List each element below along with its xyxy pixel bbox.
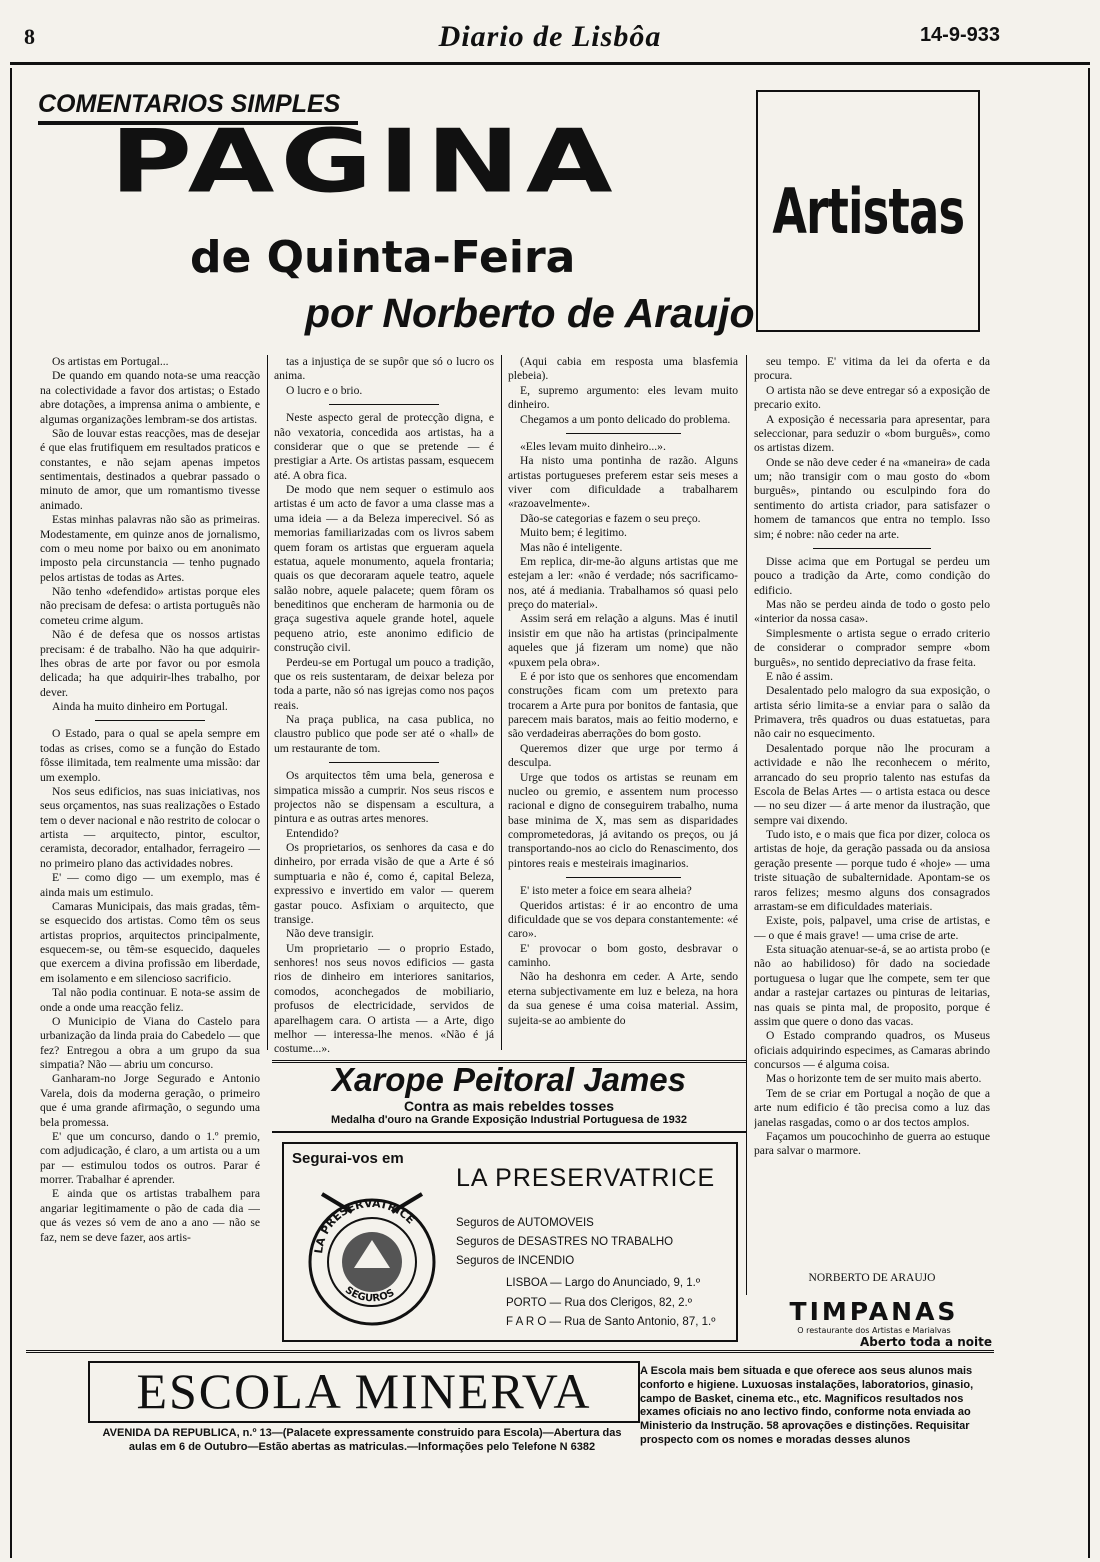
article-paragraph: Tal não podia continuar. E nota-se assim de onde a onde uma reacção feliz. [40, 986, 260, 1014]
article-paragraph: Simplesmente o artista segue o errado criterio de considerar o comprador sempre «bom burguês», no sentido depreciativo da frase feita. [754, 626, 990, 669]
article-byline: por Norberto de Araujo [305, 290, 755, 336]
article-paragraph: E' isto meter a foice em seara alheia? [520, 884, 692, 898]
article-paragraph: E' que um concurso, dando o 1.º premio, com adjudicação, é claro, a um artista ou a um par — estimulou todos os outros. Parar é morrer. Trabalhar é aprender. [40, 1129, 260, 1186]
page-number: 8 [24, 24, 35, 49]
article-paragraph: São de louvar estas reacções, mas de desejar é que elas frutifiquem em resultados praticos e constantes, e não sejam apenas impetos sentimentais, destinados a quebrar passado o minuto de amor, que um romantismo tivesse animado. [40, 426, 260, 512]
article-paragraph: Queremos dizer que urge por termo á desculpa. [508, 741, 738, 770]
column-separator [95, 720, 205, 721]
article-paragraph: Os proprietarios, os senhores da casa e do dinheiro, por errada visão de que a Arte é só sumptuaria e não é, como é, capital Beleza, expressivo e invertido em valor — querem gastar pouco. Asfixiam o arquitecto, que transige. [274, 841, 494, 926]
article-paragraph: Não ha deshonra em ceder. A Arte, sendo eterna subjectivamente em luz e beleza, na hora da sua genese é uma coisa material. Assim, sujeita-se ao ambiente do [508, 970, 738, 1027]
article-paragraph: Chegamos a um ponto delicado do problema. [520, 412, 731, 426]
article-paragraph: Façamos um poucochinho de guerra ao estuque para salvar o marmore. [754, 1129, 990, 1158]
article-paragraph: (Aqui cabia em resposta uma blasfemia plebeia). [508, 355, 738, 383]
article-paragraph: O Municipio de Viana do Castelo para urbanização da linda praia do Cabedelo — que fez? Entregou a obra a um grupo da sua simpatia? Não — abriu um concurso. [40, 1014, 260, 1071]
article-paragraph: Tudo isto, e o mais que fica por dizer, coloca os artistas de hoje, da geração passada ou da ansiosa geração presente — porque tudo é «hoje» — uma triste situação de subalternidade. Apontam-se os raros felizes; mesmo alguns dos consagrados arrastam-se em dificuldades materiais. [754, 828, 990, 913]
ad-preservatrice-addresses [506, 1274, 715, 1333]
article-paragraph: E, supremo argumento: eles levam muito dinheiro. [508, 383, 738, 412]
ad-preservatrice [282, 1142, 738, 1342]
ad-preservatrice-brand: LA PRESERVATRICE [456, 1164, 716, 1192]
article-paragraph: O lucro e o brio. [286, 383, 363, 397]
column-separator [566, 877, 681, 878]
article-paragraph: Não é de defesa que os nossos artistas precisam: é de trabalho. Não ha que adquirir-lhes obras de arte por favor ou por esmola delicada; ha que adquirir-lhes trabalho, por dever. [40, 628, 260, 699]
article-subtitle: de Quinta-Feira [190, 232, 576, 283]
article-paragraph: Ha nisto uma pontinha de razão. Alguns artistas portugueses preferem estar seis meses a viver com dificuldade a trabalharem «razoavelmente». [508, 454, 738, 511]
article-paragraph: E' provocar o bom gosto, desbravar o caminho. [508, 941, 738, 969]
header-rule [10, 62, 1090, 65]
seal-bottom-text: SEGUROS [342, 1284, 397, 1305]
article-paragraph: E não é assim. [766, 669, 833, 683]
ad-xarope-line1: Contra as mais rebeldes tosses [403, 1097, 615, 1114]
seal-top-text: LA PRESERVATRICE [312, 1196, 418, 1255]
article-paragraph: Esta situação atenuar-se-á, se ao artista probo (e não ao habilidoso) fôr dado na sociedade portuguesa o lugar que lhe compete, sem ter que andar a rastejar cartazes ou pinturas de leitarias, nas quais se pinta mal, de proposito, porque é assim que quere o dono das vacas. [754, 943, 990, 1028]
article-paragraph: Muito bem; é legitimo. [520, 526, 627, 540]
office-address: F A R O — Rua de Santo Antonio, 87, 1.º [506, 1316, 716, 1329]
article-paragraph: Na praça publica, na casa publica, no claustro publico que pode ser até o «hall» de um restaurante de tom. [274, 713, 494, 755]
column-separator [329, 762, 439, 763]
ad-minerva [26, 1350, 994, 1473]
article-paragraph: O Estado comprando quadros, os Museus oficiais adquirindo especimes, as Camaras abrindo concursos — é alguma coisa. [754, 1029, 990, 1071]
ad-preservatrice-heading: Segurai-vos em [292, 1150, 404, 1167]
column-separator [329, 404, 439, 405]
ad-preservatrice-lines [456, 1214, 673, 1271]
ad-timpanas-title: TIMPANAS [789, 1297, 959, 1326]
insurance-seal-icon [302, 1172, 442, 1332]
column-divider [501, 355, 502, 1050]
article-paragraph: Perdeu-se em Portugal um pouco a tradição, que os reis sustentaram, de deixar beleza por toda a parte, não só nas igrejas como nos paços reais. [274, 655, 494, 712]
article-kicker: COMENTARIOS SIMPLES [38, 90, 358, 125]
article-paragraph: seu tempo. E' vitima da lei da oferta e da procura. [754, 355, 990, 383]
office-address: LISBOA — Largo do Anunciado, 9, 1.º [506, 1277, 701, 1289]
issue-date: 14-9-933 [919, 24, 1000, 46]
column-separator [566, 433, 681, 434]
insurance-line: Seguros de DESASTRES NO TRABALHO [456, 1235, 674, 1248]
article-paragraph: tas a injustiça de se supôr que só o lucro os anima. [274, 355, 494, 383]
article-paragraph: Não tenho «defendido» artistas porque eles não precisam de defesa: o artista português não cometeu crime algum. [40, 585, 260, 627]
article-paragraph: Ganharam-no Jorge Segurado e Antonio Varela, dois da moderna geração, o primeiro que é uma grande afirmação, o segundo uma bela promessa. [40, 1072, 260, 1129]
article-paragraph: Assim será em relação a alguns. Mas é inutil insistir em que não ha artistas (principalmente aqueles que já fizeram um nome) que não «puxem pela obra». [508, 612, 738, 669]
article-paragraph: O Estado, para o qual se apela sempre em todas as crises, como se a função do Estado fôsse ilimitada, tem realmente uma missão: dar um exemplo. [40, 727, 260, 784]
article-paragraph: E' — como digo — um exemplo, mas é ainda mais um estimulo. [40, 871, 260, 899]
article-paragraph: Mas não se perdeu ainda de todo o gosto pelo «interior da nossa casa». [754, 598, 990, 626]
office-address: PORTO — Rua dos Clerigos, 82, 2.º [506, 1296, 692, 1309]
article-paragraph: E é por isto que os senhores que encomendam construções ficam com um pretexto para trocarem a Arte pura por bonitos de fantasia, que parecem mais baratos, mais ao feitio moderno, e são verdadeiras aberrações do bom gosto. [508, 669, 738, 741]
article-paragraph: Dão-se categorias e fazem o seu preço. [520, 511, 701, 525]
ad-xarope [272, 1060, 746, 1133]
article-column-3 [508, 355, 738, 1055]
article-paragraph: Disse acima que em Portugal se perdeu um pouco a tradição da Arte, como condição do edificio. [754, 554, 990, 597]
newspaper-title: Diario de Lisbôa [438, 20, 662, 53]
article-paragraph: Desalentado pelo malogro da sua exposição, o artista sério limita-se a enviar para o salão da Primavera, três quadros ou duas estatuetas, para não cair no esquecimento. [754, 684, 990, 741]
ad-xarope-line2: Medalha d'ouro na Grande Exposição Industrial Portuguesa de 1932 [331, 1113, 687, 1126]
article-paragraph: Os artistas em Portugal... [52, 355, 169, 368]
article-paragraph: Os arquitectos têm uma bela, generosa e simpatica missão a cumprir. Nos seus riscos e projectos não se dispensam a escultura, a pintura e as outras artes menores. [274, 769, 494, 826]
ad-timpanas-subtitle: O restaurante dos Artistas e Marialvas [797, 1326, 951, 1335]
article-paragraph: De modo que nem sequer o estimulo aos artistas é um acto de favor a uma classe mas a uma ideia — a da Beleza imperecivel. Só as memorias familiarizadas com os livros sabem quem foram os artistas que ergueram aquela estatua, aquele monumento, aquela frontaria; quais os que decoraram aquele teatro, aquele salão nobre, aquele palacete; quem fôram os beneditinos que encheram de harmonia ou de graça sugestiva aquele grande hotel, aquele pequeno atrio, este anonimo edificio de construção civil. [274, 483, 494, 655]
article-paragraph: Um proprietario — o proprio Estado, senhores! nos seus novos edificios — gasta rios de dinheiro em interiores sanitarios, comodos, aconchegados de mobiliario, profusos de electricidade, servidos de aparelhagem cara. O artista — a Arte, digo melhor — interessa-lhe menos. «Não é já costume...». [274, 941, 494, 1055]
article-paragraph: Mas o horizonte tem de ser muito mais aberto. [766, 1072, 982, 1086]
article-column-4 [754, 355, 990, 1270]
article-paragraph: Urge que todos os artistas se reunam em nucleo ou gremio, e assentem num processo racional e digno de conseguirem trabalho, numa base minima de X, mas sem as disparidades comprometedoras, já avitando os preços, ou já transportando-nos ao ciclo do Renascimento, dos pintores reais e mesteirais imaginarios. [508, 770, 738, 870]
article-paragraph: Onde se não deve ceder é na «maneira» de cada um; não transigir com o mau gosto do «bom burguês», pintando ou esculpindo fora do sentimento do artista criador, para satisfazer o homem de tamancos que entra no templo. Isso sim; é nobre: não ceder na arte. [754, 455, 990, 541]
article-paragraph: Mas não é inteligente. [520, 540, 623, 554]
section-label: Artistas [771, 174, 965, 248]
article-signature: NORBERTO DE ARAUJO [808, 1272, 936, 1284]
article-paragraph: Em replica, dir-me-ão alguns artistas que me estejam a ler: «não é verdade; nós sacrificamo-nos, até á mediania. Trabalhamos só quasi pelo preço do material». [508, 554, 738, 611]
ad-minerva-right: A Escola mais bem situada e que oferece aos seus alunos mais conforto e higiene. Luxuosas instalações, laboratorios, ginasio, campo de Basket, cinema etc., etc. Magnificos resultados nos exames oficiais no ano lectivo findo, conforme nota enviada ao Ministerio da Instrução. 58 aprovações e distinções. Requisitar prospecto com os nomes e moradas desses alunos [640, 1365, 974, 1446]
insurance-line: Seguros de AUTOMOVEIS [456, 1217, 594, 1229]
article-paragraph: O artista não se deve entregar só a exposição de precario exito. [754, 383, 990, 412]
ad-xarope-title: Xarope Peitoral James [331, 1061, 686, 1098]
section-box [756, 90, 980, 332]
column-divider [746, 355, 747, 1295]
article-paragraph: Ainda ha muito dinheiro em Portugal. [52, 700, 228, 713]
ad-timpanas-note: Aberto toda a noite [860, 1335, 992, 1349]
article-paragraph: Não deve transigir. [286, 927, 374, 941]
column-divider [267, 355, 268, 1050]
article-title: PAGINA [110, 110, 619, 213]
article-paragraph: Entendido? [286, 826, 339, 840]
article-paragraph: Desalentado porque não lhe procuram a actividade e não lhe reconhecem o mérito, arrancado do seu proprio talento nas estufas da Escola de Belas Artes — o artista estaca ou desce — no seu dizer — á arte menor da ilustração, que sempre vai dixendo. [754, 741, 990, 827]
ad-minerva-text: AVENIDA DA REPUBLICA, n.º 13—(Palacete expressamente construido para Escola)—Abertura das aulas em 6 de Outubro—Estão abertas as matriculas.—Informações pelo Telefone N 6382 [102, 1427, 622, 1453]
article-paragraph: Tem de se criar em Portugal a noção de que a arte num edificio é tão precisa como a luz das janelas rasgadas, como o ar dos tectos amplos. [754, 1086, 990, 1129]
ad-timpanas [756, 1297, 992, 1349]
ad-minerva-name: ESCOLA MINERVA [88, 1361, 640, 1423]
article-paragraph: Queridos artistas: é ir ao encontro de uma dificuldade que se vos depara constantemente: «é caro». [508, 898, 738, 941]
article-paragraph: Nos seus edificios, nas suas iniciativas, nos seus orçamentos, nas suas realizações o Estado tem o dever nacional e não restrito de colocar o artista — arquitecto, pintor, escultor, ceramista, decorador, entalhador, ferrageiro — no primeiro plano das actividades nobres. [40, 784, 260, 870]
article-paragraph: Neste aspecto geral de protecção digna, e não vexatoria, concedida aos artistas, ha a considerar que o que se pretende — é prestigiar a Arte. Os artistas passam, esquecem até. A obra fica. [274, 411, 494, 482]
article-paragraph: «Eles levam muito dinheiro...». [520, 439, 666, 453]
article-paragraph: De quando em quando nota-se uma reacção na colectividade a favor dos artistas; o Estado abre dotações, a imprensa anima o ambiente, e algumas organizações lembram-se dos artistas. [40, 369, 260, 426]
insurance-line: Seguros de INCENDIO [456, 1254, 575, 1267]
article-paragraph: Estas minhas palavras não são as primeiras. Modestamente, em quinze anos de jornalismo, com o meu nome por baixo ou em anonimato imposto pela circunstancia — tenho pugnado pelos artistas de todas as Artes. [40, 513, 260, 584]
article-paragraph: E ainda que os artistas trabalhem para angariar legitimamente o pão de cada dia — que ás vezes só vem de ano a ano — não se faz, nem se deve fazer, aos artis- [40, 1187, 260, 1244]
article-paragraph: Camaras Municipais, das mais gradas, têm-se esquecido dos artistas. Como têm os seus artistas proprios, arquitectos principalmente, esquecem-se, ou têm-se esquecido, daqueles que exercem a divina profissão em liberdade, em isolamento e em silencioso sacrificio. [40, 899, 260, 985]
column-separator [813, 548, 931, 549]
article-column-1 [40, 355, 260, 1345]
article-paragraph: Existe, pois, palpavel, uma crise de artistas, e — o que é mais grave! — uma crise de arte. [754, 914, 990, 942]
article-paragraph: A exposição é necessaria para apresentar, para seleccionar, para seduzir o «bom burguês», como os artistas dizem. [754, 412, 990, 455]
article-column-2 [274, 355, 494, 1055]
